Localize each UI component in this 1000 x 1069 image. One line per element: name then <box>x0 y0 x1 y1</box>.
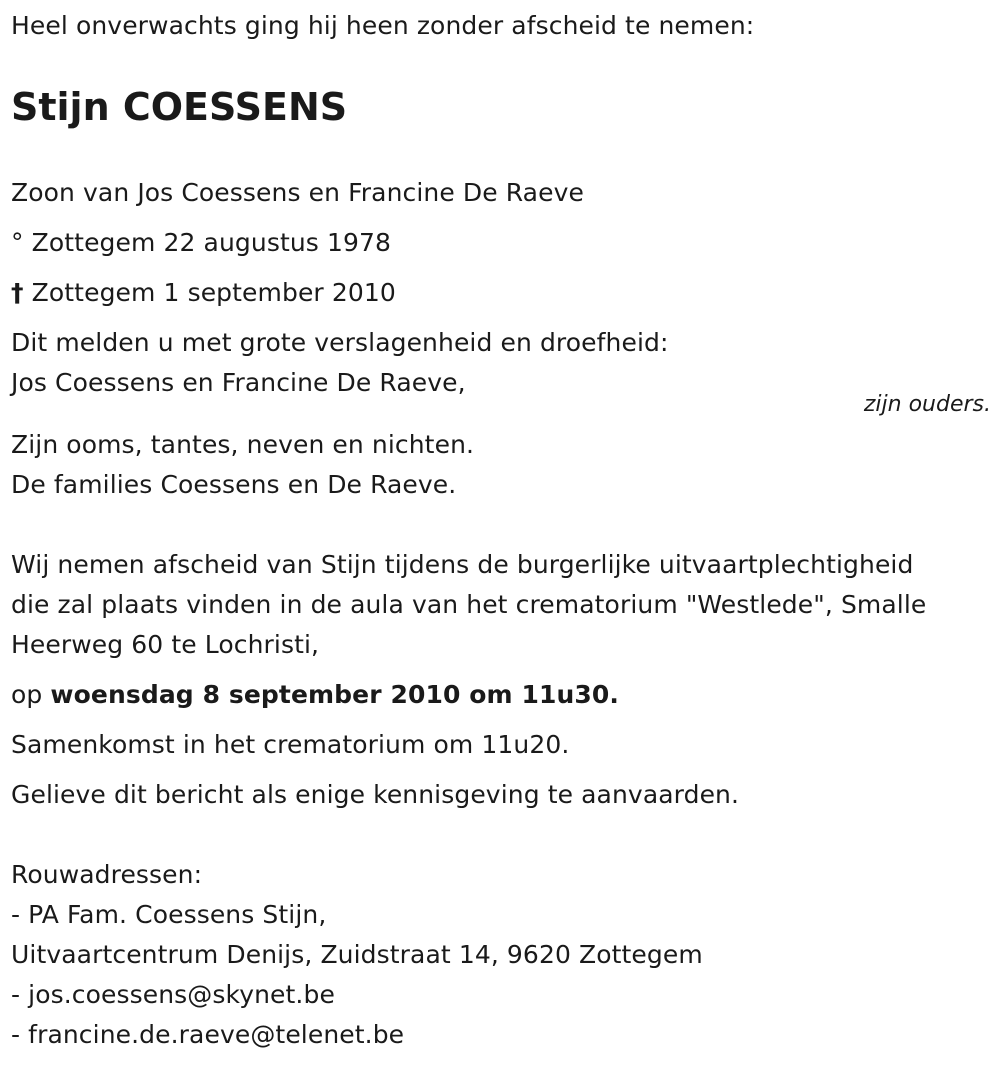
ceremony-line-1: Wij nemen afscheid van Stijn tijdens de burgerlijke uitvaartplechtigheid <box>11 550 914 579</box>
death-line <box>11 278 396 308</box>
deceased-name: Stijn COESSENS <box>11 85 348 129</box>
request-text: Gelieve dit bericht als enige kennisgeving te aanvaarden. <box>11 780 740 809</box>
gathering-text: Samenkomst in het crematorium om 11u20. <box>11 730 570 759</box>
address-line-1: - PA Fam. Coessens Stijn, <box>11 900 327 929</box>
announcement-text: Dit melden u met grote verslagenheid en droefheid: <box>11 328 669 357</box>
parents-role: zijn ouders. <box>863 392 991 417</box>
cross-icon: † <box>11 278 24 307</box>
email-1: - jos.coessens@skynet.be <box>11 980 335 1009</box>
email-2: - francine.de.raeve@telenet.be <box>11 1020 405 1049</box>
date-prefix: op <box>11 680 51 709</box>
intro-text: Heel onverwachts ging hij heen zonder afscheid te nemen: <box>11 11 755 40</box>
ceremony-line-2: die zal plaats vinden in de aula van het crematorium "Westlede", Smalle <box>11 590 927 619</box>
obituary-notice <box>11 0 991 1069</box>
birth-line: ° Zottegem 22 augustus 1978 <box>11 228 392 257</box>
death-text: Zottegem 1 september 2010 <box>31 278 396 307</box>
families-text: De families Coessens en De Raeve. <box>11 470 457 499</box>
ceremony-line-3: Heerweg 60 te Lochristi, <box>11 630 320 659</box>
parents-names: Jos Coessens en Francine De Raeve, <box>11 368 466 397</box>
address-line-2: Uitvaartcentrum Denijs, Zuidstraat 14, 9620 Zottegem <box>11 940 703 969</box>
addresses-title: Rouwadressen: <box>11 860 203 889</box>
relatives-text: Zijn ooms, tantes, neven en nichten. <box>11 430 475 459</box>
ceremony-date <box>11 680 619 710</box>
parents-line: Zoon van Jos Coessens en Francine De Raeve <box>11 178 584 207</box>
date-bold: woensdag 8 september 2010 om 11u30. <box>50 680 619 709</box>
